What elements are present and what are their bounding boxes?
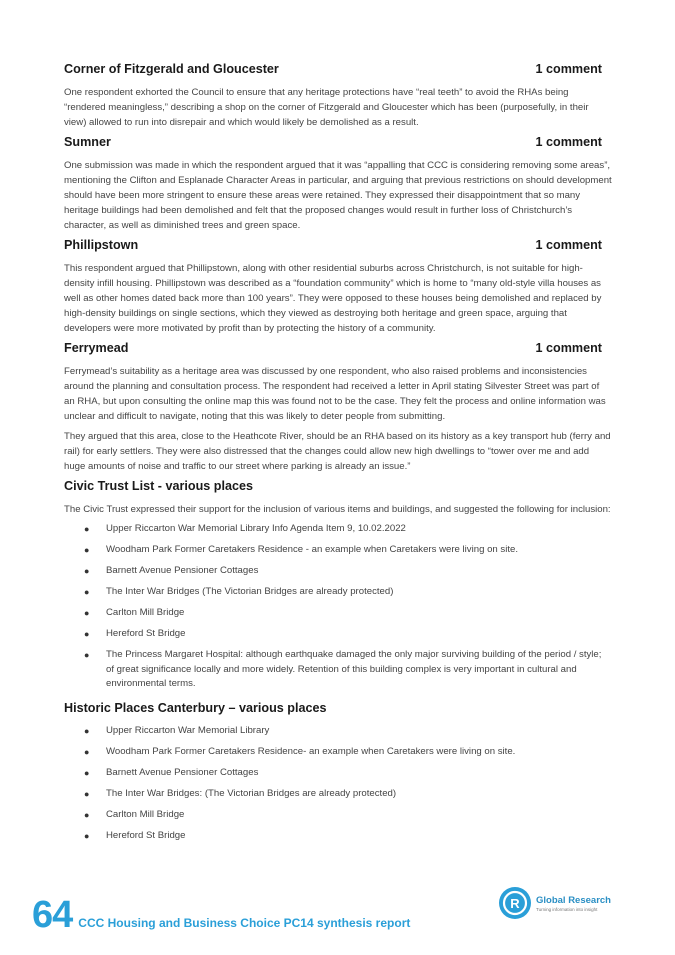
bullet-icon: ● <box>84 524 90 534</box>
historic-places-list <box>64 724 612 844</box>
logo-tagline: Turning information into insight <box>536 906 598 912</box>
section-heading <box>64 238 612 252</box>
bullet-icon: ● <box>84 809 90 820</box>
list-item: ● Upper Riccarton War Memorial Library Info Agenda Item 9, 10.02.2022 <box>64 522 612 537</box>
section-title: Phillipstown <box>64 238 139 252</box>
section-title: Civic Trust List - various places <box>64 479 253 493</box>
comment-count: 1 comment <box>535 62 602 76</box>
list-item: ● Hereford St Bridge <box>64 829 612 844</box>
section-paragraph: This respondent argued that Phillipstown, along with other residential suburbs across Christchurch, is not suitable for high-density infill housing. Phillipstown was described as a “foundation community” which is home to “many old-style villa houses as well as other homes dated back more than 100 years”. They were opposed to these houses being demolished and replaced by high-density buildings on single sections, which they viewed as destroying both heritage and green space, arguing that developers were more motivated by profit than by protecting the history of a community. <box>64 263 602 334</box>
list-item: ● Barnett Avenue Pensioner Cottages <box>64 564 612 579</box>
comment-count: 1 comment <box>535 341 602 355</box>
section-paragraph: Ferrymead’s suitability as a heritage area was discussed by one respondent, who also raised problems and inconsistencies around the planning and consultation process. The respondent had received a letter in April stating Silvester Street was part of an RHA, but upon consulting the online map this was found not to be the case. They felt the process and online information was unclear and difficult to navigate, noting that this was likely to deter people from submitting. <box>64 366 606 422</box>
list-item: ● Woodham Park Former Caretakers Residence - an example when Caretakers were living on site. <box>64 543 612 558</box>
bullet-icon: ● <box>84 566 90 576</box>
bullet-icon: ● <box>84 788 90 799</box>
list-item: ● The Inter War Bridges (The Victorian Bridges are already protected) <box>64 585 612 600</box>
comment-count: 1 comment <box>535 238 602 252</box>
bullet-icon: ● <box>84 830 90 841</box>
list-item: ● Woodham Park Former Caretakers Residence- an example when Caretakers were living on site. <box>64 745 612 760</box>
section-title: Historic Places Canterbury – various places <box>64 700 327 715</box>
bullet-icon: ● <box>84 587 90 597</box>
list-item: ● The Princess Margaret Hospital: although earthquake damaged the only major surviving building of the period / style; of great significance locally and more widely. Retention of this building complex is very important in cultural and environmental terms. <box>84 649 602 689</box>
bullet-icon: ● <box>84 629 90 639</box>
page-footer <box>32 896 410 934</box>
svg-text:R: R <box>510 896 520 911</box>
logo-mark-icon <box>498 886 532 920</box>
section-title: Sumner <box>64 135 111 149</box>
section-heading <box>64 62 612 76</box>
page-number: 64 <box>32 894 73 936</box>
list-item: ● Hereford St Bridge <box>64 627 612 642</box>
section-heading <box>64 701 612 715</box>
bullet-icon: ● <box>84 767 90 778</box>
bullet-icon: ● <box>84 545 90 555</box>
bullet-icon: ● <box>84 650 90 660</box>
section-paragraph: One submission was made in which the respondent argued that it was “appalling that CCC is considering removing some areas”, mentioning the Clifton and Esplanade Character Areas in particular, and arguing that previous restrictions on should development should have been more stringent to ensure these areas were retained. They expressed their disappointment that so many heritage buildings had been demolished and felt that the proposed changes would result in further loss of Christchurch’s character, as well as diminished trees and green space. <box>64 160 612 231</box>
section-paragraph: One respondent exhorted the Council to ensure that any heritage protections have “real teeth” to avoid the RHAs being “rendered meaningless,” describing a shop on the corner of Fitzgerald and Gloucester which has been (purposefully, in their view) allowed to run into disrepair and which would likely be demolished as a result. <box>64 87 589 128</box>
list-item: ● Upper Riccarton War Memorial Library <box>64 724 612 739</box>
list-item: ● Carlton Mill Bridge <box>64 808 612 823</box>
section-title: Corner of Fitzgerald and Gloucester <box>64 62 279 76</box>
bullet-icon: ● <box>84 608 90 618</box>
document-body <box>64 62 612 850</box>
list-item: ● Barnett Avenue Pensioner Cottages <box>64 766 612 781</box>
section-title: Ferrymead <box>64 341 129 355</box>
civic-trust-list <box>64 522 612 692</box>
global-research-logo <box>498 886 611 920</box>
list-item: ● The Inter War Bridges: (The Victorian Bridges are already protected) <box>64 787 612 802</box>
comment-count: 1 comment <box>535 135 602 149</box>
section-heading <box>64 341 612 355</box>
section-heading <box>64 479 612 493</box>
logo-name: Global Research <box>536 894 611 906</box>
bullet-icon: ● <box>84 725 90 736</box>
report-title: CCC Housing and Business Choice PC14 synthesis report <box>78 916 411 930</box>
section-heading <box>64 135 612 149</box>
section-paragraph: The Civic Trust expressed their support for the inclusion of various items and buildings, and suggested the following for inclusion: <box>64 504 611 515</box>
section-paragraph: They argued that this area, close to the Heathcote River, should be an RHA based on its history as a key transport hub (ferry and rail) for early settlers. They were also distressed that the changes could allow new high dwellings to “tower over me and add huge amounts of noise and traffic to our street where parking is already an issue.” <box>64 431 611 472</box>
bullet-icon: ● <box>84 746 90 757</box>
list-item: ● Carlton Mill Bridge <box>64 606 612 621</box>
